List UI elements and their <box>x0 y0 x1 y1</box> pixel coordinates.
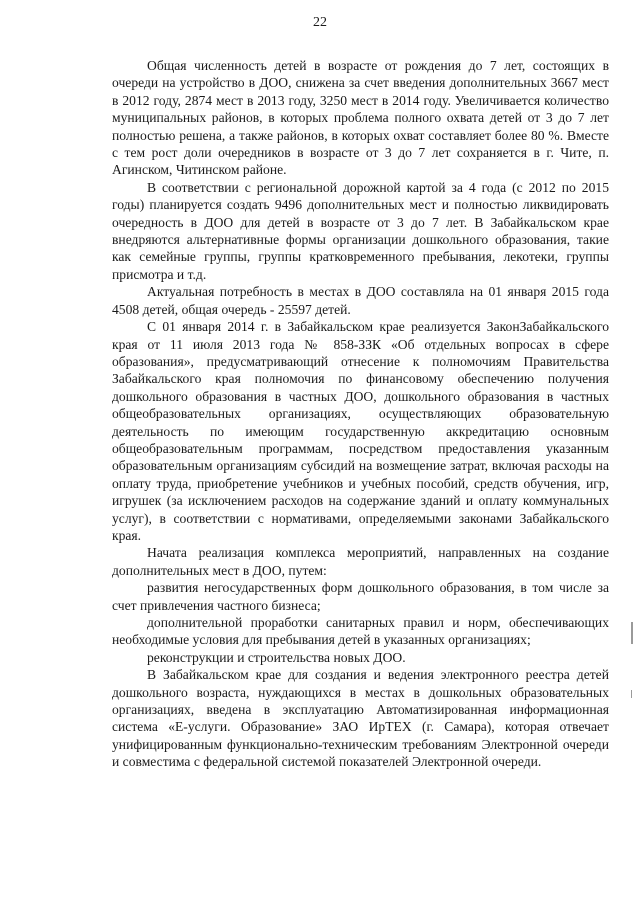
list-item-sanitary-rules: дополнительной проработки санитарных правил и норм, обеспечивающих необходимые условия для пребывания детей в указанных организациях; <box>112 615 609 648</box>
paragraph-regional-law: С 01 января 2014 г. в Забайкальском крае реализуется ЗаконЗабайкальского края от 11 июля 2013 года № 858-ЗЗК «Об отдельных вопросах в сфере образования», предусматривающий отнесение к полномочиям Правительства Забайкальского края полномочия по финансовому обеспечению получения дошкольного образования в частных ДОО, дошкольного образования в частных общеобразовательных организациях, осуществляющих образовательную деятельность по имеющим государственную аккредитацию основным общеобразовательным программам, посредством предоставления указанным образовательным организациям субсидий на возмещение затрат, включая расходы на оплату труда, приобретение учебников и учебных пособий, средств обучения, игр, игрушек (за исключением расходов на содержание зданий и оплату коммунальных услуг), в соответствии с нормативами, определяемыми законами Забайкальского края. <box>112 319 609 543</box>
list-item-construction: реконструкции и строительства новых ДОО. <box>147 649 406 665</box>
paragraph-waiting-list-stats: Общая численность детей в возрасте от рождения до 7 лет, состоящих в очереди на устройство в ДОО, снижена за счет введения дополнительных 3667 мест в 2012 году, 2874 мест в 2013 году, 3250 мест в 2014 году. Увеличивается количество муниципальных районов, в которых проблема полного охвата детей от 3 до 7 лет полностью решена, а также районов, в которых охват составляет более 80 %. Вместе с тем рост доли очередников в возрасте от 3 до 7 лет сохраняется в г. Чите, п. Агинском, Читинском районе. <box>112 58 609 178</box>
paragraph-electronic-registry: В Забайкальском крае для создания и ведения электронного реестра детей дошкольного возраста, нуждающихся в местах в дошкольных образовательных организациях, введена в эксплуатацию Автоматизированная информационная система «Е-услуги. Образование» ЗАО ИрТЕХ (г. Самара), которая отвечает унифицированным функционально-техническим требованиям Электронной очереди и совместима с федеральной системой показателей Электронной очереди. <box>112 667 609 770</box>
paragraph-measures-intro: Начата реализация комплекса мероприятий, направленных на создание дополнительных мест в ДОО, путем: <box>112 545 609 578</box>
page-number: 22 <box>313 15 327 30</box>
list-item-private-forms: развития негосударственных форм дошкольного образования, в том числе за счет привлечения частного бизнеса; <box>112 580 609 613</box>
scan-edge-mark <box>631 622 633 644</box>
paragraph-actual-demand: Актуальная потребность в местах в ДОО составляла на 01 января 2015 года 4508 детей, общая очередь - 25597 детей. <box>112 284 609 317</box>
document-body <box>112 57 609 771</box>
scan-edge-mark <box>631 690 632 698</box>
paragraph-roadmap: В соответствии с региональной дорожной картой за 4 года (с 2012 по 2015 годы) планируется создать 9496 дополнительных мест и полностью ликвидировать очередность в ДОО для детей в возрасте от 3 до 7 лет. В Забайкальском крае внедряются альтернативные формы организации дошкольного образования, такие как семейные группы, группы кратковременного пребывания, лекотеки, группы присмотра и т.д. <box>112 179 609 282</box>
